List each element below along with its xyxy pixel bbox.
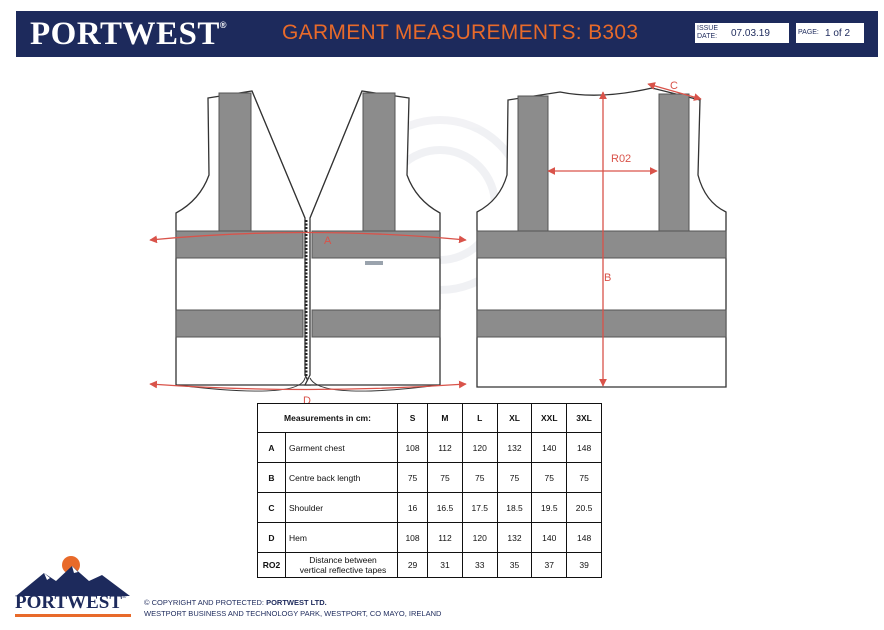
measurements-table bbox=[257, 403, 602, 578]
table-cell: 75 bbox=[567, 463, 602, 493]
row-label: Shoulder bbox=[286, 493, 398, 523]
row-label: Centre back length bbox=[286, 463, 398, 493]
row-label: Garment chest bbox=[286, 433, 398, 463]
size-header: XXL bbox=[532, 404, 567, 433]
table-header-label: Measurements in cm: bbox=[258, 404, 398, 433]
table-cell: 112 bbox=[428, 433, 463, 463]
size-header: M bbox=[428, 404, 463, 433]
table-row bbox=[258, 493, 602, 523]
table-header-row bbox=[258, 404, 602, 433]
table-cell: 108 bbox=[398, 433, 428, 463]
table-cell: 33 bbox=[462, 553, 497, 578]
table-cell: 19.5 bbox=[532, 493, 567, 523]
size-header: 3XL bbox=[567, 404, 602, 433]
table-cell: 132 bbox=[497, 523, 532, 553]
row-code: B bbox=[258, 463, 286, 493]
label-d: D bbox=[303, 395, 311, 407]
table-cell: 39 bbox=[567, 553, 602, 578]
footer-brand: PORTWEST® bbox=[15, 592, 127, 613]
table-cell: 120 bbox=[462, 523, 497, 553]
table-cell: 140 bbox=[532, 523, 567, 553]
table-cell: 148 bbox=[567, 523, 602, 553]
table-row bbox=[258, 523, 602, 553]
size-header: S bbox=[398, 404, 428, 433]
issue-date-label: ISSUE DATE: bbox=[697, 25, 719, 40]
page-title: GARMENT MEASUREMENTS: B303 bbox=[282, 21, 639, 44]
row-code: RO2 bbox=[258, 553, 286, 578]
table-cell: 75 bbox=[532, 463, 567, 493]
row-code: C bbox=[258, 493, 286, 523]
footer-brand-underline bbox=[15, 614, 131, 617]
row-code: A bbox=[258, 433, 286, 463]
issue-date-value: 07.03.19 bbox=[731, 28, 770, 39]
vest-back bbox=[477, 88, 726, 387]
table-cell: 108 bbox=[398, 523, 428, 553]
table-cell: 120 bbox=[462, 433, 497, 463]
table-cell: 75 bbox=[497, 463, 532, 493]
table-cell: 112 bbox=[428, 523, 463, 553]
label-ro2: R02 bbox=[611, 153, 632, 165]
table-cell: 17.5 bbox=[462, 493, 497, 523]
table-cell: 75 bbox=[398, 463, 428, 493]
table-cell: 20.5 bbox=[567, 493, 602, 523]
table-cell: 18.5 bbox=[497, 493, 532, 523]
table-cell: 16 bbox=[398, 493, 428, 523]
copyright-notice: © COPYRIGHT AND PROTECTED: PORTWEST LTD. WESTPORT BUSINESS AND TECHNOLOGY PARK, WESTPORT, CO MAYO, IRELAND bbox=[144, 598, 442, 618]
page-value: 1 of 2 bbox=[825, 28, 851, 39]
table-cell: 29 bbox=[398, 553, 428, 578]
table-row bbox=[258, 463, 602, 493]
table-cell: 37 bbox=[532, 553, 567, 578]
table-cell: 16.5 bbox=[428, 493, 463, 523]
table-row bbox=[258, 433, 602, 463]
label-a: A bbox=[324, 235, 332, 247]
row-label: Hem bbox=[286, 523, 398, 553]
table-cell: 75 bbox=[462, 463, 497, 493]
company-address: WESTPORT BUSINESS AND TECHNOLOGY PARK, WESTPORT, CO MAYO, IRELAND bbox=[144, 609, 442, 618]
page-label: PAGE: bbox=[798, 29, 819, 36]
size-header: L bbox=[462, 404, 497, 433]
table-cell: 31 bbox=[428, 553, 463, 578]
brand-logo: PORTWEST® bbox=[30, 16, 228, 52]
table-cell: 75 bbox=[428, 463, 463, 493]
table-row bbox=[258, 553, 602, 578]
label-b: B bbox=[604, 272, 612, 284]
row-label: Distance between vertical reflective tapes bbox=[286, 553, 398, 578]
table-cell: 35 bbox=[497, 553, 532, 578]
row-code: D bbox=[258, 523, 286, 553]
table-cell: 148 bbox=[567, 433, 602, 463]
label-c: C bbox=[670, 80, 678, 92]
size-header: XL bbox=[497, 404, 532, 433]
table-cell: 132 bbox=[497, 433, 532, 463]
vest-front bbox=[176, 91, 440, 391]
table-cell: 140 bbox=[532, 433, 567, 463]
